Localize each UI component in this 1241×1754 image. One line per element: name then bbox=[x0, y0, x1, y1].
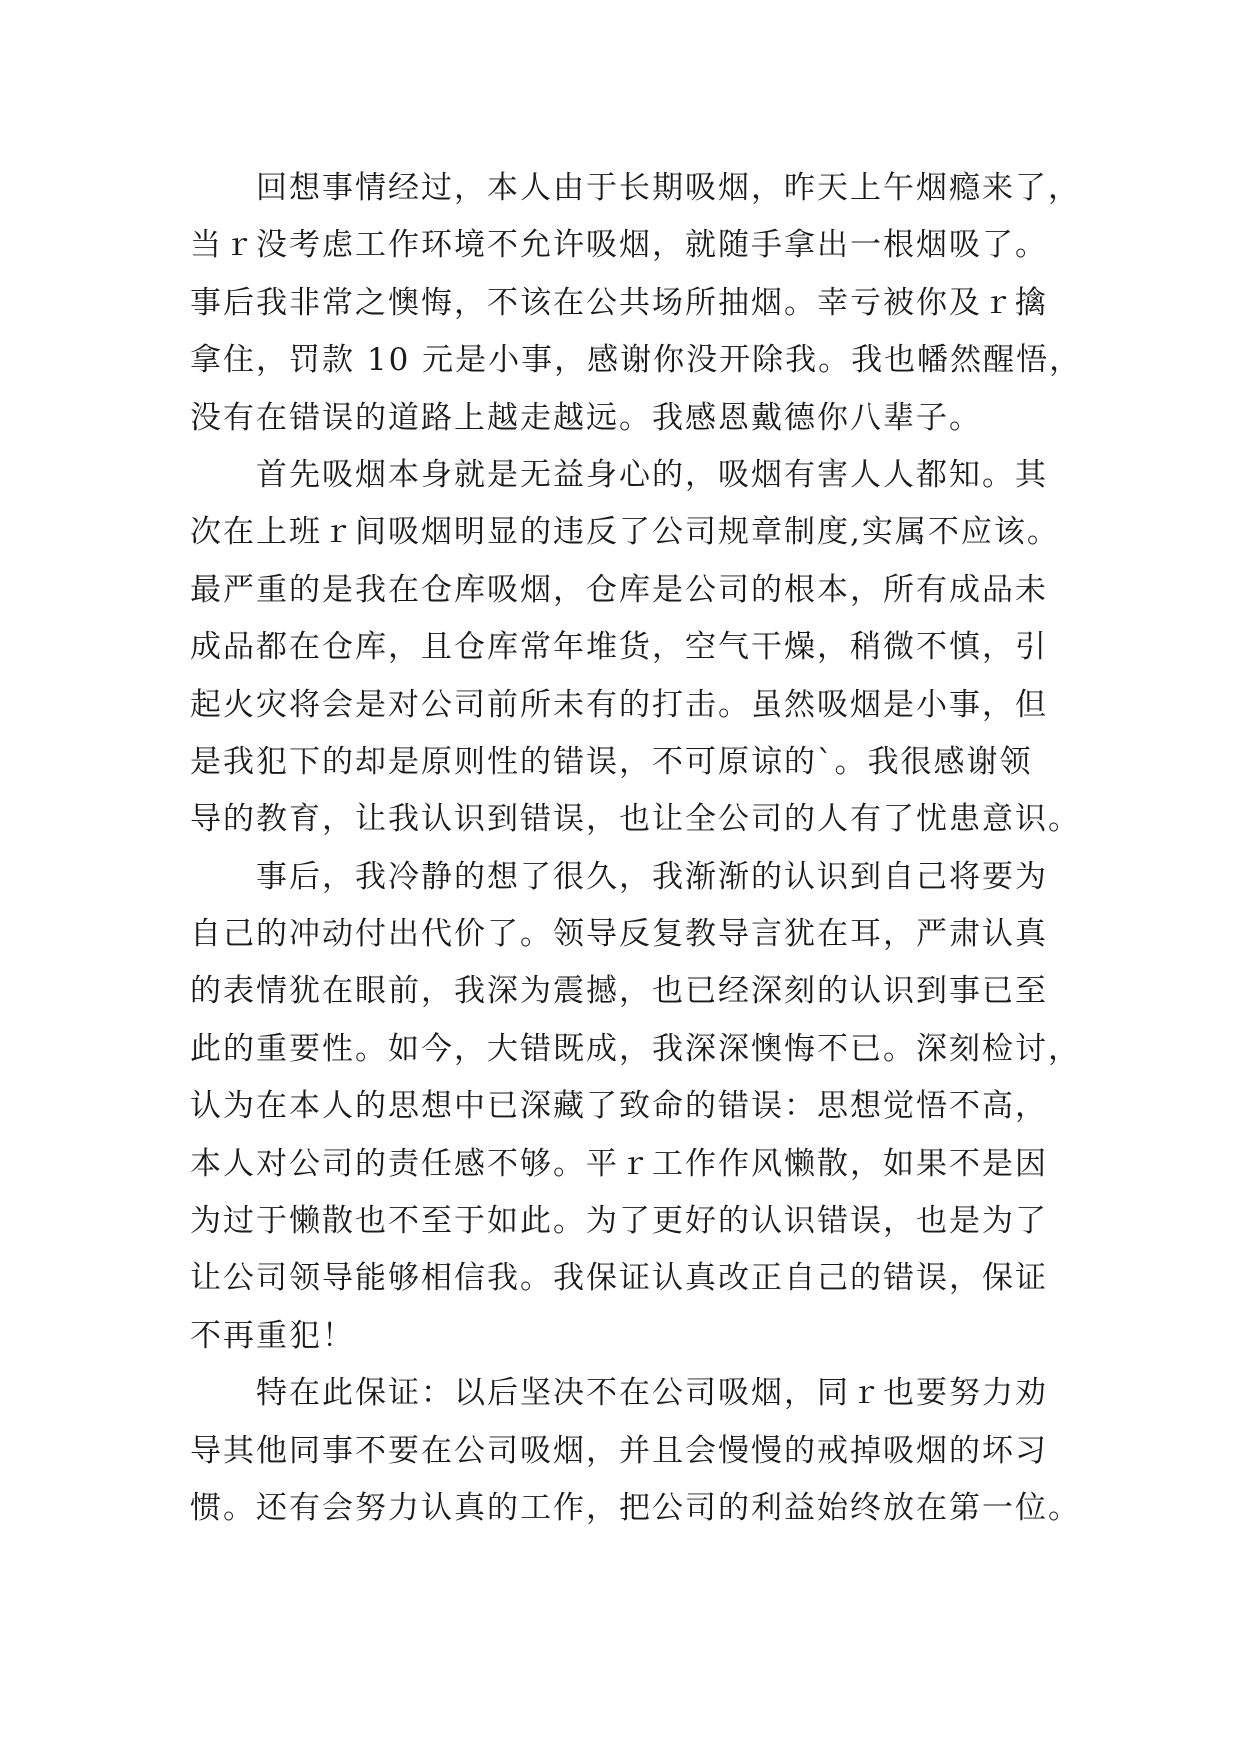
paragraph-2 bbox=[190, 447, 1081, 849]
text-line: 认为在本人的思想中已深藏了致命的错误：思想觉悟不高， bbox=[190, 1088, 1048, 1125]
text-line: 的表情犹在眼前，我深为震撼，也已经深刻的认识到事已至 bbox=[190, 973, 1048, 1010]
paragraph-4 bbox=[190, 1365, 1081, 1537]
text-line: 次在上班ｒ间吸烟明显的违反了公司规章制度,实属不应该。 bbox=[190, 514, 1060, 551]
text-line: 为过于懒散也不至于如此。为了更好的认识错误，也是为了 bbox=[190, 1203, 1048, 1240]
paragraph-1 bbox=[190, 160, 1083, 447]
text-line: 没有在错误的道路上越走越远。我感恩戴德你八辈子。 bbox=[190, 399, 982, 436]
text-line: 拿住，罚款 10 元是小事，感谢你没开除我。我也幡然醒悟， bbox=[190, 342, 1083, 379]
text-line: 首先吸烟本身就是无益身心的，吸烟有害人人都知。其 bbox=[256, 456, 1048, 493]
text-line: 成品都在仓库，且仓库常年堆货，空气干燥，稍微不慎，引 bbox=[190, 629, 1048, 666]
text-line: 导的教育，让我认识到错误，也让全公司的人有了忧患意识。 bbox=[190, 801, 1081, 838]
text-line: 此的重要性。如今，大错既成，我深深懊悔不已。深刻检讨， bbox=[190, 1030, 1081, 1067]
text-line: 是我犯下的却是原则性的错误，不可原谅的`。我很感谢领 bbox=[190, 743, 1033, 780]
text-line: 让公司领导能够相信我。我保证认真改正自己的错误，保证 bbox=[190, 1260, 1048, 1297]
text-line: 事后我非常之懊悔，不该在公共场所抽烟。幸亏被你及ｒ擒 bbox=[190, 284, 1048, 321]
text-line: 特在此保证：以后坚决不在公司吸烟，同ｒ也要努力劝 bbox=[256, 1375, 1048, 1412]
text-line: 不再重犯！ bbox=[190, 1317, 355, 1354]
text-line: 回想事情经过，本人由于长期吸烟，昨天上午烟瘾来了， bbox=[256, 170, 1081, 206]
text-line: 导其他同事不要在公司吸烟，并且会慢慢的戒掉吸烟的坏习 bbox=[190, 1432, 1048, 1469]
text-line: 惯。还有会努力认真的工作，把公司的利益始终放在第一位。 bbox=[190, 1489, 1081, 1526]
document-body bbox=[190, 160, 1083, 1537]
text-line: 最严重的是我在仓库吸烟，仓库是公司的根本，所有成品未 bbox=[190, 571, 1048, 608]
text-line: 当ｒ没考虑工作环境不允许吸烟，就随手拿出一根烟吸了。 bbox=[190, 227, 1048, 264]
text-line: 事后，我冷静的想了很久，我渐渐的认识到自己将要为 bbox=[256, 858, 1048, 895]
text-line: 起火灾将会是对公司前所未有的打击。虽然吸烟是小事，但 bbox=[190, 686, 1048, 723]
text-line: 本人对公司的责任感不够。平ｒ工作作风懒散，如果不是因 bbox=[190, 1145, 1048, 1182]
paragraph-3 bbox=[190, 849, 1081, 1366]
text-line: 自己的冲动付出代价了。领导反复教导言犹在耳，严肃认真 bbox=[190, 916, 1048, 953]
